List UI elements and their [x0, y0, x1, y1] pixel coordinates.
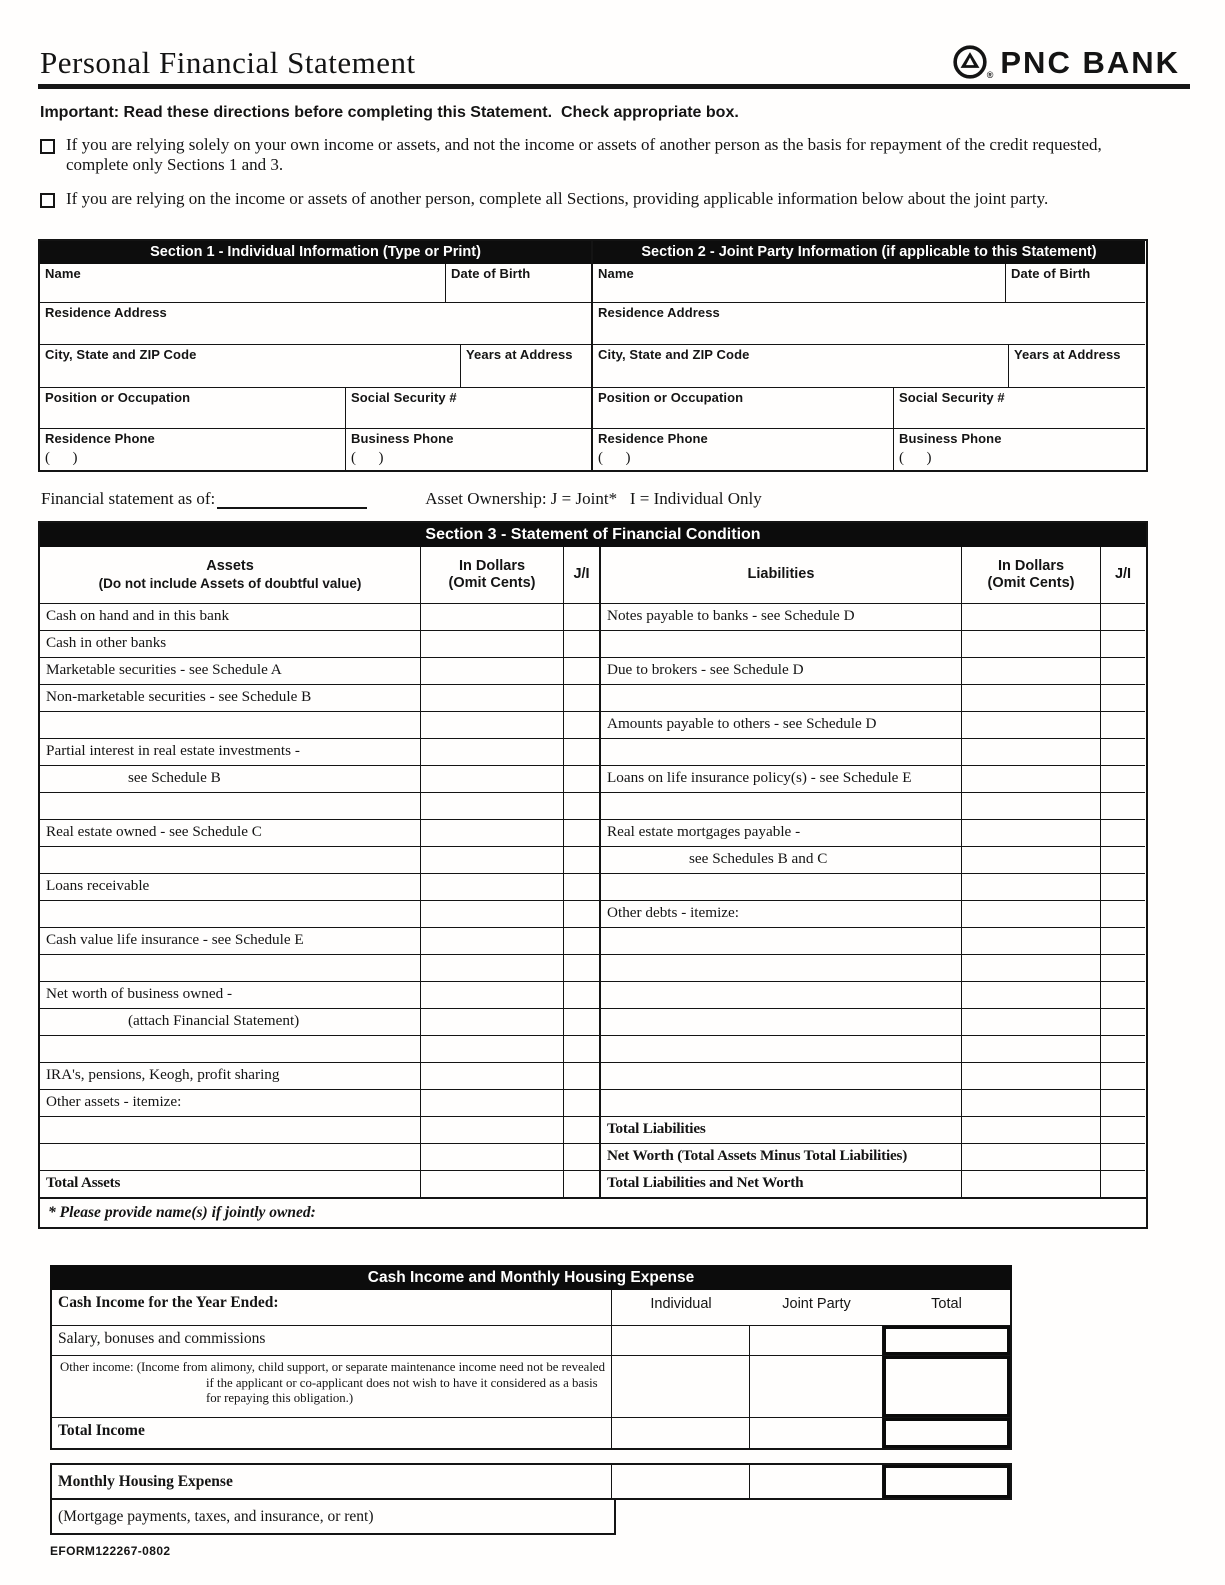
liability-amount-cell[interactable]	[961, 1062, 1100, 1089]
section2-joint-party-information	[593, 241, 1145, 470]
asset-amount-cell[interactable]	[420, 900, 563, 927]
liability-row-label[interactable]	[601, 630, 961, 657]
dollars-header-line2: (Omit Cents)	[987, 575, 1075, 592]
asset-row-label: Partial interest in real estate investments -	[40, 738, 420, 765]
liabilities-table	[601, 603, 1145, 1197]
asset-row-label: Cash value life insurance - see Schedule E	[40, 927, 420, 954]
liability-ji-cell[interactable]	[1100, 630, 1145, 657]
total-income-label: Total Income	[52, 1418, 612, 1448]
cash-income-table	[50, 1290, 1012, 1450]
asset-row-label[interactable]	[40, 792, 420, 819]
position-label: Position or Occupation	[45, 390, 191, 406]
liability-amount-cell[interactable]	[961, 1116, 1100, 1143]
liabilities-column-header: Liabilities	[599, 547, 961, 603]
pnc-triangle-icon	[952, 44, 988, 80]
liability-ji-cell[interactable]	[1100, 603, 1145, 630]
salary-total-cell[interactable]	[883, 1326, 1010, 1355]
liability-amount-cell[interactable]	[961, 900, 1100, 927]
name-label: Name	[598, 266, 634, 282]
asset-ji-cell[interactable]	[563, 738, 599, 765]
phone-parens: ( )	[45, 450, 78, 467]
asset-ji-cell[interactable]	[563, 792, 599, 819]
form-number: EFORM122267-0802	[50, 1544, 171, 1559]
asset-ji-cell[interactable]	[563, 1008, 599, 1035]
asset-amount-cell[interactable]	[420, 684, 563, 711]
asset-ji-cell[interactable]	[563, 1116, 599, 1143]
liability-amount-cell[interactable]	[961, 927, 1100, 954]
liability-ji-cell[interactable]	[1100, 1035, 1145, 1062]
registered-mark: ®	[986, 70, 994, 80]
asset-amount-cell[interactable]	[420, 819, 563, 846]
asset-row-label[interactable]	[40, 1035, 420, 1062]
section2-address-field[interactable]	[593, 303, 1145, 344]
section2-row-city	[593, 344, 1145, 387]
joint-party-column-header: Joint Party	[782, 1296, 851, 1313]
liability-row-label: Due to brokers - see Schedule D	[601, 657, 961, 684]
section1-position-field[interactable]	[40, 388, 345, 428]
liability-amount-cell[interactable]	[961, 1170, 1100, 1197]
asset-ji-cell[interactable]	[563, 954, 599, 981]
own-income-text: If you are relying solely on your own income or assets, and not the income or assets of another person as the basis for repayment of the credit requested, complete only Sections 1 and 3.	[66, 135, 1102, 175]
assets-table	[40, 603, 601, 1197]
asset-row-label[interactable]	[40, 846, 420, 873]
liability-row-label: Total Liabilities and Net Worth	[601, 1170, 961, 1197]
section1-ssn-field[interactable]	[345, 388, 591, 428]
section1-business-phone-field[interactable]	[345, 429, 591, 470]
years-label: Years at Address	[466, 347, 573, 363]
asset-ji-cell[interactable]	[563, 900, 599, 927]
liability-ji-cell[interactable]	[1100, 1170, 1145, 1197]
asset-row-label: Cash on hand and in this bank	[40, 603, 420, 630]
housing-expense-sublabel: (Mortgage payments, taxes, and insurance, or rent)	[50, 1500, 616, 1535]
asset-ji-cell[interactable]	[563, 657, 599, 684]
assets-header-line2: (Do not include Assets of doubtful value)	[98, 575, 362, 591]
housing-joint-cell[interactable]	[750, 1465, 883, 1498]
asset-row-label[interactable]	[40, 711, 420, 738]
liability-ji-cell[interactable]	[1100, 1116, 1145, 1143]
liability-row-label: Other debts - itemize:	[601, 900, 961, 927]
asset-amount-cell[interactable]	[420, 927, 563, 954]
section1-row-phone	[40, 428, 591, 470]
asof-label: Financial statement as of:	[41, 489, 216, 509]
asset-amount-cell[interactable]	[420, 711, 563, 738]
liability-amount-cell[interactable]	[961, 1008, 1100, 1035]
section1-individual-information	[40, 241, 593, 470]
asset-ji-cell[interactable]	[563, 630, 599, 657]
section3-header: Section 3 - Statement of Financial Condition	[40, 523, 1146, 547]
other-income-row	[52, 1355, 1010, 1417]
asset-ji-cell[interactable]	[563, 1089, 599, 1116]
asset-amount-cell[interactable]	[420, 1116, 563, 1143]
liability-amount-cell[interactable]	[961, 738, 1100, 765]
liability-amount-cell[interactable]	[961, 873, 1100, 900]
address-label: Residence Address	[45, 305, 167, 321]
directions-heading: Important: Read these directions before completing this Statement. Check appropriate box.	[40, 104, 739, 121]
dob-label: Date of Birth	[451, 266, 531, 282]
salary-label: Salary, bonuses and commissions	[52, 1326, 612, 1355]
header-rule	[38, 84, 1190, 89]
asset-row-label: Non-marketable securities - see Schedule B	[40, 684, 420, 711]
section2-header: Section 2 - Joint Party Information (if applicable to this Statement)	[593, 241, 1145, 264]
asset-ji-cell[interactable]	[563, 1143, 599, 1170]
page-title: Personal Financial Statement	[40, 44, 416, 80]
liability-row-label: Amounts payable to others - see Schedule D	[601, 711, 961, 738]
residence-phone-label: Residence Phone	[598, 431, 708, 447]
section3-statement-of-financial-condition	[38, 521, 1148, 1229]
monthly-housing-expense-row	[50, 1463, 1012, 1500]
liability-row-label: Notes payable to banks - see Schedule D	[601, 603, 961, 630]
other-income-label	[52, 1356, 612, 1417]
section1-row-name	[40, 264, 591, 302]
jointly-owned-footnote[interactable]: * Please provide name(s) if jointly owned:	[40, 1197, 1146, 1227]
asset-amount-cell[interactable]	[420, 954, 563, 981]
section1-name-field[interactable]	[40, 264, 445, 302]
asset-amount-cell[interactable]	[420, 846, 563, 873]
liability-ji-cell[interactable]	[1100, 1143, 1145, 1170]
asset-amount-cell[interactable]	[420, 738, 563, 765]
salary-row	[52, 1325, 1010, 1355]
liability-ji-cell[interactable]	[1100, 711, 1145, 738]
other-income-total-cell[interactable]	[883, 1356, 1010, 1417]
section2-dob-field[interactable]	[1005, 264, 1145, 302]
liability-ji-cell[interactable]	[1100, 981, 1145, 1008]
asset-ownership-legend: Asset Ownership: J = Joint* I = Individual Only	[425, 489, 762, 509]
liability-row-label[interactable]	[601, 981, 961, 1008]
asset-row-label: Other assets - itemize:	[40, 1089, 420, 1116]
asset-ji-cell[interactable]	[563, 873, 599, 900]
liability-row-label[interactable]	[601, 1008, 961, 1035]
section2-row-phone	[593, 428, 1145, 470]
total-column-header: Total	[931, 1296, 962, 1313]
section2-row-name	[593, 264, 1145, 302]
liabilities-dollars-column-header	[961, 547, 1100, 603]
asset-amount-cell[interactable]	[420, 765, 563, 792]
dollars-header-line1: In Dollars	[458, 557, 526, 574]
option-joint-party	[40, 189, 1115, 209]
assets-column-header	[40, 547, 420, 603]
liability-amount-cell[interactable]	[961, 603, 1100, 630]
asset-amount-cell[interactable]	[420, 1143, 563, 1170]
liability-row-label[interactable]	[601, 738, 961, 765]
asset-row-label: Total Assets	[40, 1170, 420, 1197]
asset-row-label: (attach Financial Statement)	[40, 1008, 420, 1035]
liability-amount-cell[interactable]	[961, 630, 1100, 657]
asset-row-label: see Schedule B	[40, 765, 420, 792]
liability-amount-cell[interactable]	[961, 1089, 1100, 1116]
total-income-individual-cell[interactable]	[612, 1418, 750, 1448]
asset-ji-cell[interactable]	[563, 1035, 599, 1062]
asset-row-label[interactable]	[40, 900, 420, 927]
asset-ji-cell[interactable]	[563, 711, 599, 738]
asset-ji-cell[interactable]	[563, 819, 599, 846]
asset-amount-cell[interactable]	[420, 792, 563, 819]
liability-amount-cell[interactable]	[961, 1143, 1100, 1170]
liability-row-label[interactable]	[601, 873, 961, 900]
liabilities-ji-column-header: J/I	[1100, 547, 1145, 603]
section1-years-field[interactable]	[460, 345, 591, 387]
liability-row-label[interactable]	[601, 1062, 961, 1089]
asset-row-label[interactable]	[40, 954, 420, 981]
other-income-note: (Income from alimony, child support, or separate maintenance income need not be revealed if the applicant or co-applicant does not wish to have it considered as a basis for repaying this obligation.)	[136, 1360, 605, 1406]
statement-date-line	[41, 489, 1190, 509]
asset-ji-cell[interactable]	[563, 981, 599, 1008]
asset-row-label: IRA's, pensions, Keogh, profit sharing	[40, 1062, 420, 1089]
liability-row-label[interactable]	[601, 927, 961, 954]
liability-amount-cell[interactable]	[961, 1035, 1100, 1062]
total-income-total-cell[interactable]	[883, 1418, 1010, 1448]
cash-income-section	[50, 1265, 1012, 1450]
asset-amount-cell[interactable]	[420, 981, 563, 1008]
asset-ji-cell[interactable]	[563, 846, 599, 873]
liability-ji-cell[interactable]	[1100, 954, 1145, 981]
asset-amount-cell[interactable]	[420, 657, 563, 684]
ssn-label: Social Security #	[899, 390, 1005, 406]
liability-ji-cell[interactable]	[1100, 738, 1145, 765]
income-header-row	[52, 1290, 1010, 1325]
assets-dollars-column-header	[420, 547, 563, 603]
joint-party-text: If you are relying on the income or assets of another person, complete all Sections, providing applicable information below about the joint party.	[66, 188, 1049, 208]
option-own-income	[40, 135, 1115, 176]
liability-ji-cell[interactable]	[1100, 873, 1145, 900]
housing-individual-cell[interactable]	[612, 1465, 750, 1498]
own-income-checkbox[interactable]	[40, 139, 55, 154]
liability-amount-cell[interactable]	[961, 765, 1100, 792]
liability-row-label[interactable]	[601, 1035, 961, 1062]
statement-date-input-line[interactable]	[217, 491, 367, 509]
section1-residence-phone-field[interactable]	[40, 429, 345, 470]
city-label: City, State and ZIP Code	[598, 347, 750, 363]
asset-row-label: Marketable securities - see Schedule A	[40, 657, 420, 684]
section2-row-address	[593, 302, 1145, 344]
other-income-individual-cell[interactable]	[612, 1356, 750, 1417]
section3-body	[40, 603, 1146, 1197]
section1-city-field[interactable]	[40, 345, 460, 387]
salary-joint-cell[interactable]	[750, 1326, 883, 1355]
liability-ji-cell[interactable]	[1100, 684, 1145, 711]
asset-ji-cell[interactable]	[563, 603, 599, 630]
total-income-joint-cell[interactable]	[750, 1418, 883, 1448]
asset-amount-cell[interactable]	[420, 603, 563, 630]
asset-amount-cell[interactable]	[420, 630, 563, 657]
years-label: Years at Address	[1014, 347, 1121, 363]
asset-row-label[interactable]	[40, 1116, 420, 1143]
asset-amount-cell[interactable]	[420, 1170, 563, 1197]
asset-row-label: Cash in other banks	[40, 630, 420, 657]
business-phone-label: Business Phone	[351, 431, 454, 447]
liability-row-label: see Schedules B and C	[601, 846, 961, 873]
asset-row-label: Loans receivable	[40, 873, 420, 900]
total-income-row	[52, 1417, 1010, 1448]
dollars-header-line1: In Dollars	[997, 557, 1065, 574]
asset-row-label: Real estate owned - see Schedule C	[40, 819, 420, 846]
asset-amount-cell[interactable]	[420, 1062, 563, 1089]
pnc-bank-wordmark: PNC BANK	[1000, 44, 1180, 80]
ssn-label: Social Security #	[351, 390, 457, 406]
pnc-bank-logo	[952, 44, 1190, 80]
asset-row-label[interactable]	[40, 1143, 420, 1170]
liability-row-label[interactable]	[601, 684, 961, 711]
liability-amount-cell[interactable]	[961, 711, 1100, 738]
liability-ji-cell[interactable]	[1100, 792, 1145, 819]
residence-phone-label: Residence Phone	[45, 431, 155, 447]
liability-ji-cell[interactable]	[1100, 927, 1145, 954]
section1-dob-field[interactable]	[445, 264, 591, 302]
liability-row-label: Net Worth (Total Assets Minus Total Liabilities)	[601, 1143, 961, 1170]
section1-address-field[interactable]	[40, 303, 591, 344]
liability-ji-cell[interactable]	[1100, 1008, 1145, 1035]
liability-amount-cell[interactable]	[961, 819, 1100, 846]
phone-parens: ( )	[598, 450, 631, 467]
liability-row-label[interactable]	[601, 1089, 961, 1116]
section2-business-phone-field[interactable]	[893, 429, 1145, 470]
liability-amount-cell[interactable]	[961, 846, 1100, 873]
liability-ji-cell[interactable]	[1100, 846, 1145, 873]
liability-ji-cell[interactable]	[1100, 1089, 1145, 1116]
liability-amount-cell[interactable]	[961, 684, 1100, 711]
phone-parens: ( )	[351, 450, 384, 467]
liability-ji-cell[interactable]	[1100, 1062, 1145, 1089]
housing-expense-label: Monthly Housing Expense	[52, 1465, 612, 1498]
city-label: City, State and ZIP Code	[45, 347, 197, 363]
liability-row-label: Real estate mortgages payable -	[601, 819, 961, 846]
section1-row-city	[40, 344, 591, 387]
section2-name-field[interactable]	[593, 264, 1005, 302]
liability-ji-cell[interactable]	[1100, 657, 1145, 684]
asset-amount-cell[interactable]	[420, 1089, 563, 1116]
liability-amount-cell[interactable]	[961, 657, 1100, 684]
liability-ji-cell[interactable]	[1100, 900, 1145, 927]
section2-residence-phone-field[interactable]	[593, 429, 893, 470]
position-label: Position or Occupation	[598, 390, 744, 406]
liability-amount-cell[interactable]	[961, 954, 1100, 981]
section2-city-field[interactable]	[593, 345, 1008, 387]
liability-row-label[interactable]	[601, 954, 961, 981]
dollars-header-line2: (Omit Cents)	[448, 575, 536, 592]
section2-ssn-field[interactable]	[893, 388, 1145, 428]
asset-row-label: Net worth of business owned -	[40, 981, 420, 1008]
liability-amount-cell[interactable]	[961, 981, 1100, 1008]
section1-header: Section 1 - Individual Information (Type or Print)	[40, 241, 591, 264]
section2-years-field[interactable]	[1008, 345, 1145, 387]
year-ended-label: Cash Income for the Year Ended:	[52, 1290, 612, 1325]
other-income-joint-cell[interactable]	[750, 1356, 883, 1417]
individual-and-joint-info-table	[38, 239, 1148, 472]
asset-ji-cell[interactable]	[563, 765, 599, 792]
liability-ji-cell[interactable]	[1100, 765, 1145, 792]
asset-ji-cell[interactable]	[563, 1062, 599, 1089]
housing-total-cell[interactable]	[883, 1465, 1010, 1498]
assets-header-line1: Assets	[206, 558, 254, 575]
other-income-label-lead: Other income:	[60, 1360, 134, 1375]
section2-row-position	[593, 387, 1145, 428]
asset-ji-cell[interactable]	[563, 1170, 599, 1197]
address-label: Residence Address	[598, 305, 720, 321]
liability-row-label: Total Liabilities	[601, 1116, 961, 1143]
asset-ji-cell[interactable]	[563, 927, 599, 954]
liability-row-label: Loans on life insurance policy(s) - see Schedule E	[601, 765, 961, 792]
asset-amount-cell[interactable]	[420, 1035, 563, 1062]
section1-row-position	[40, 387, 591, 428]
phone-parens: ( )	[899, 450, 932, 467]
salary-individual-cell[interactable]	[612, 1326, 750, 1355]
asset-amount-cell[interactable]	[420, 1008, 563, 1035]
liability-row-label[interactable]	[601, 792, 961, 819]
liability-ji-cell[interactable]	[1100, 819, 1145, 846]
business-phone-label: Business Phone	[899, 431, 1002, 447]
name-label: Name	[45, 266, 81, 282]
joint-party-checkbox[interactable]	[40, 193, 55, 208]
section3-column-headers	[40, 547, 1146, 603]
section1-row-address	[40, 302, 591, 344]
asset-amount-cell[interactable]	[420, 873, 563, 900]
dob-label: Date of Birth	[1011, 266, 1091, 282]
liability-amount-cell[interactable]	[961, 792, 1100, 819]
page-header	[38, 44, 1190, 80]
assets-ji-column-header: J/I	[563, 547, 599, 603]
cash-income-header: Cash Income and Monthly Housing Expense	[50, 1265, 1012, 1290]
asset-ji-cell[interactable]	[563, 684, 599, 711]
individual-column-header: Individual	[650, 1296, 712, 1313]
section2-position-field[interactable]	[593, 388, 893, 428]
